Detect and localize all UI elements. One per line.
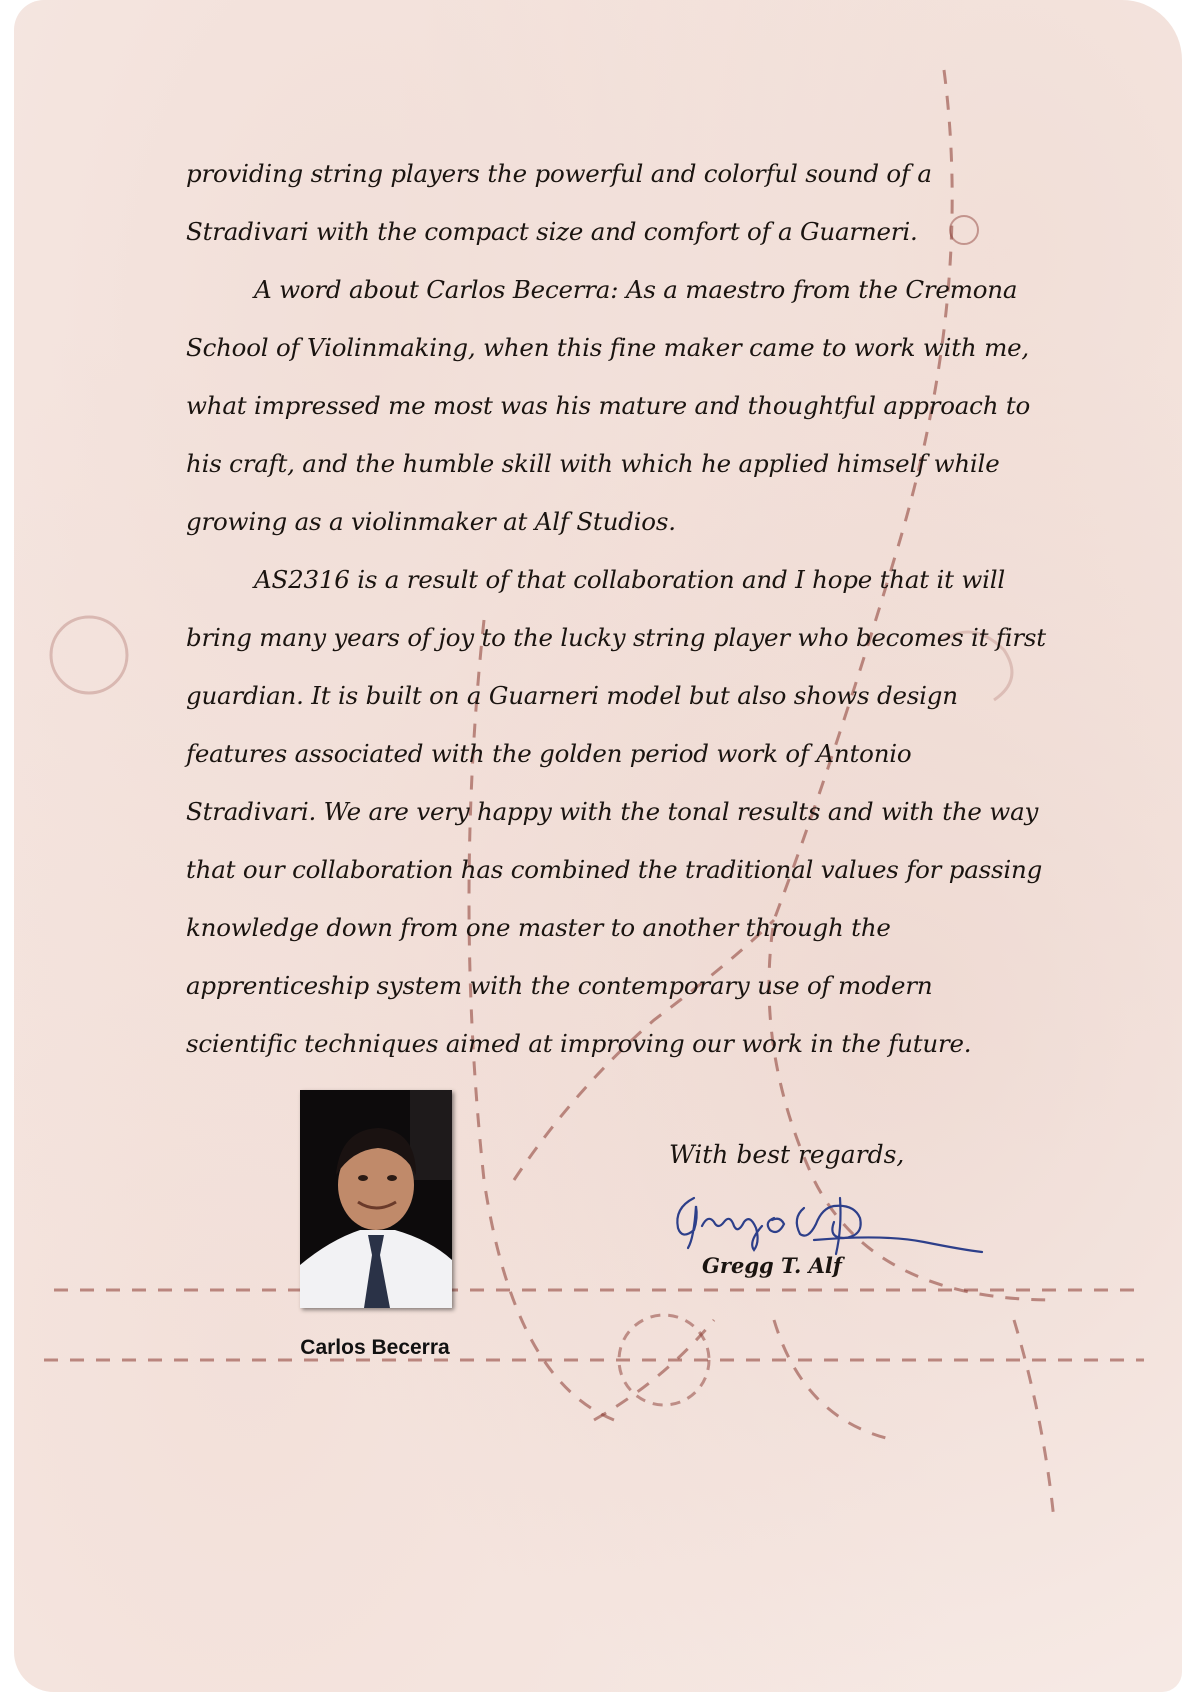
closing-salutation: With best regards, [669,1140,905,1169]
letter-paragraph: A word about Carlos Becerra: As a maestro from the Cremona School of Violinmaking, when this fine maker came to work with me, what impressed me most was his mature and thoughtful approach to his craft, and the humble skill with which he applied himself while growing as a violinmaker at Alf Studios. [186,275,1031,536]
letter-body [186,145,1046,1073]
letter-paragraph: providing string players the powerful and colorful sound of a Stradivari with the compact size and comfort of a Guarneri. [186,159,932,246]
parchment-background [14,0,1182,1692]
portrait-illustration [300,1090,452,1308]
photo-caption: Carlos Becerra [300,1336,450,1359]
portrait-photo [300,1090,452,1308]
signer-name: Gregg T. Alf [702,1253,842,1278]
letter-paragraph: AS2316 is a result of that collaboration and I hope that it will bring many years of joy to the lucky string player who becomes it first guardian. It is built on a Guarneri model but also shows design features associated with the golden period work of Antonio Stradivari. We are very happy with the tonal results and with the way that our collaboration has combined the traditional values for passing knowledge down from one master to another through the apprenticeship system with the contemporary use of modern scientific techniques aimed at improving our work in the future. [186,565,1046,1058]
